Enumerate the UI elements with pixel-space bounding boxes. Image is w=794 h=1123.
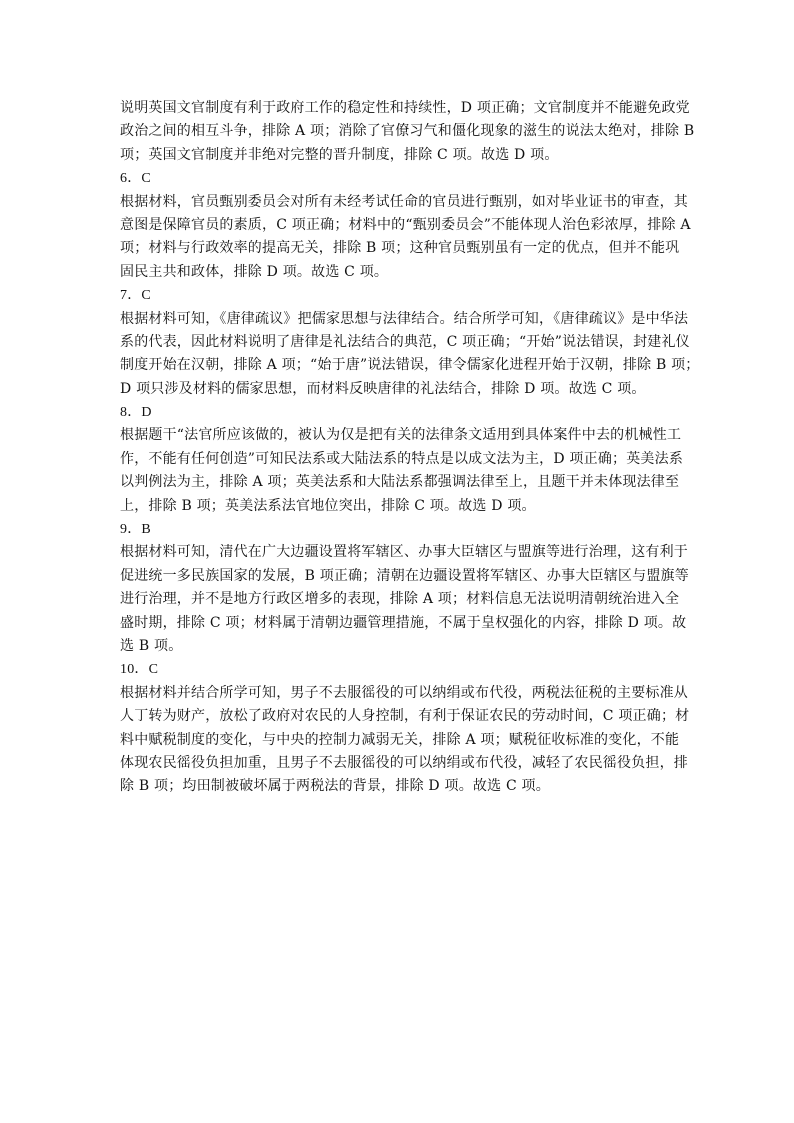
question-number: 7．C	[120, 288, 151, 304]
text-line: 选 B 项。	[120, 637, 183, 654]
explanation-9	[120, 518, 689, 658]
explanation-5-continued	[120, 97, 695, 167]
text-line: 进行治理，并不是地方行政区增多的表现，排除 A 项；材料信息无法说明清朝统治进入全	[120, 591, 680, 608]
text-line: 根据材料并结合所学可知，男子不去服徭役的可以纳绢或布代役，两税法征税的主要标准从	[120, 684, 688, 701]
text-line: 固民主共和政体，排除 D 项。故选 C 项。	[120, 263, 389, 280]
text-line: 政治之间的相互斗争，排除 A 项；消除了官僚习气和僵化现象的滋生的说法太绝对，排除 B	[120, 123, 695, 140]
text-line: 以判例法为主，排除 A 项；英美法系和大陆法系都强调法律至上，且题干并未体现法律至	[120, 474, 680, 491]
explanation-7	[120, 284, 700, 401]
question-number: 8．D	[120, 405, 152, 421]
answer-explanations	[120, 97, 700, 799]
text-line: 根据材料，官员甄别委员会对所有未经考试任命的官员进行甄别，如对毕业证书的审查，其	[120, 193, 688, 210]
text-line: 上，排除 B 项；英美法系法官地位突出，排除 C 项。故选 D 项。	[120, 497, 536, 514]
text-line: 除 B 项；均田制被破坏属于两税法的背景，排除 D 项。故选 C 项。	[120, 778, 550, 795]
text-line: 体现农民徭役负担加重，且男子不去服徭役的可以纳绢或布代役，减轻了农民徭役负担，排	[120, 754, 688, 771]
explanation-6	[120, 167, 691, 284]
text-line: 说明英国文官制度有利于政府工作的稳定性和持续性，D 项正确；文官制度并不能避免政党	[120, 100, 690, 116]
text-line: 根据材料可知，《唐律疏议》把儒家思想与法律结合。结合所学可知，《唐律疏议》是中华法	[120, 310, 689, 327]
text-line: 意图是保障官员的素质，C 项正确；材料中的“甄别委员会”不能体现人治色彩浓厚，排除 A	[120, 216, 691, 233]
text-line: 项；英国文官制度并非绝对完整的晋升制度，排除 C 项。故选 D 项。	[120, 146, 559, 163]
text-line: 项；材料与行政效率的提高无关，排除 B 项；这种官员甄别虽有一定的优点，但并不能巩	[120, 240, 680, 257]
text-line: 作，不能有任何创造”可知民法系或大陆法系的特点是以成文法为主，D 项正确；英美法系	[120, 450, 684, 467]
text-line: D 项只涉及材料的儒家思想，而材料反映唐律的礼法结合，排除 D 项。故选 C 项。	[120, 380, 646, 397]
text-line: 根据题干“法官所应该做的，被认为仅是把有关的法律条文适用到具体案件中去的机械性工	[120, 427, 682, 444]
text-line: 料中赋税制度的变化，与中央的控制力减弱无关，排除 A 项；赋税征收标准的变化，不能	[120, 731, 680, 748]
text-line: 盛时期，排除 C 项；材料属于清朝边疆管理措施，不属于皇权强化的内容，排除 D 项。故	[120, 614, 687, 631]
question-number: 10．C	[120, 662, 159, 678]
text-line: 根据材料可知，清代在广大边疆设置将军辖区、办事大臣辖区与盟旗等进行治理，这有利于	[120, 544, 688, 561]
text-line: 制度开始在汉朝，排除 A 项；“始于唐”说法错误，律令儒家化进程开始于汉朝，排除 B 项；	[120, 357, 700, 374]
explanation-8	[120, 401, 684, 518]
text-line: 系的代表，因此材料说明了唐律是礼法结合的典范，C 项正确；“开始”说法错误，封建礼仪	[120, 333, 690, 350]
text-line: 促进统一多民族国家的发展，B 项正确；清朝在边疆设置将军辖区、办事大臣辖区与盟旗等	[120, 567, 689, 584]
explanation-10	[120, 658, 690, 798]
question-number: 9．B	[120, 522, 151, 538]
question-number: 6．C	[120, 171, 151, 187]
text-line: 人丁转为财产，放松了政府对农民的人身控制，有利于保证农民的劳动时间，C 项正确；材	[120, 708, 690, 725]
